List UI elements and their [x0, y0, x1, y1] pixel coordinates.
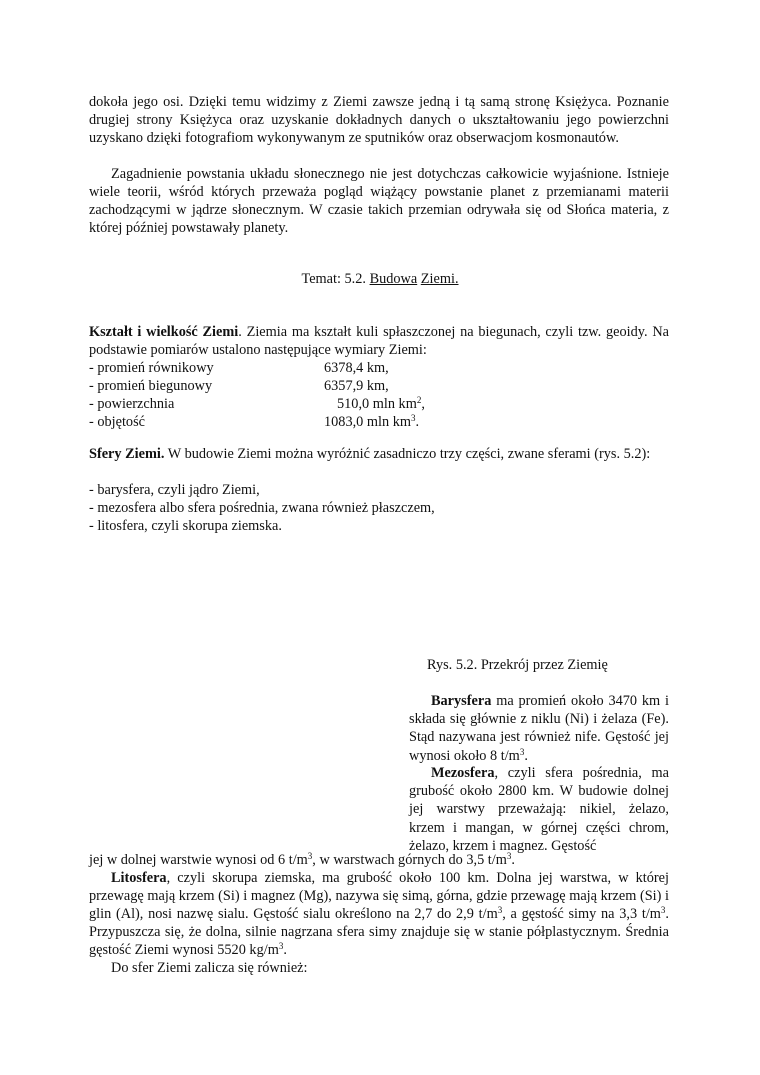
final-paragraph: Do sfer Ziemi zalicza się również:	[111, 960, 308, 976]
dimension-label: - promień biegunowy	[89, 378, 213, 394]
mezosfera-term: Mezosfera	[431, 765, 495, 781]
dimension-label: - powierzchnia	[89, 396, 175, 412]
dimension-row	[89, 413, 669, 431]
list-item: - mezosfera albo sfera pośrednia, zwana również płaszczem,	[89, 500, 435, 516]
shape-paragraph	[89, 323, 669, 359]
dimensions-list	[89, 359, 669, 431]
barysfera-term: Barysfera	[431, 693, 492, 709]
shape-text: . Ziemia ma kształt kuli spłaszczonej na biegunach, czyli tzw. geoidy. Na podstawie pomiarów ustalono następujące wymiary Ziemi:	[89, 324, 669, 358]
dimension-row	[89, 395, 669, 413]
shape-heading: Kształt i wielkość Ziemi	[89, 324, 239, 340]
litosfera-term: Litosfera	[111, 870, 167, 886]
dimension-row	[89, 359, 669, 377]
dimension-label: - promień równikowy	[89, 360, 214, 376]
dimension-row	[89, 377, 669, 395]
intro-paragraph-2: Zagadnienie powstania układu słonecznego nie jest dotychczas całkowicie wyjaśnione. Istnieje wiele teorii, wśród których przeważa pogląd wiążący powstanie planet z przemianami materii zachodzącymi w jądrze słonecznym. W czasie takich przemian odrywała się od Słońca materia, z której później powstawały planety.	[89, 166, 669, 236]
spheres-text: W budowie Ziemi można wyróżnić zasadniczo trzy części, zwane sferami (rys. 5.2):	[164, 446, 651, 462]
topic-word-ziemi: Ziemi.	[420, 271, 459, 287]
dimension-value: 6357,9 km,	[324, 378, 389, 394]
topic-prefix: Temat: 5.2.	[301, 271, 370, 287]
spheres-list	[89, 481, 669, 535]
dimension-value: 510,0 mln $km^2$,	[337, 395, 425, 412]
litosfera-paragraph: Litosfera, czyli skorupa ziemska, ma grubość około 100 km. Dolna jej warstwa, w której przewagę mają krzem (Si) i magnez (Mg), nazywa się simą, górna, gdzie przewagę mają krzem (Si) i glin (Al), nosi nazwę sialu. Gęstość sialu określono na 2,7 do 2,9 $t/m^3$, a gęstość simy na 3,3 $t/m^3$. Przypuszcza się, że dolna, silnie nagrzana sfera simy znajduje się w stanie półplastycznym. Średnia gęstość Ziemi wynosi 5520 $kg/m^3$.	[89, 870, 669, 958]
dimension-value: 1083,0 mln $km^3$.	[324, 413, 420, 430]
barysfera-paragraph: Barysfera ma promień około 3470 km i składa się głównie z niklu (Ni) i żelaza (Fe). Stąd nazywana jest również nife. Gęstość jej wynosi około 8 $t/m^3$.	[409, 693, 669, 764]
figure-caption: Rys. 5.2. Przekrój przez Ziemię	[427, 657, 608, 673]
spheres-paragraph	[89, 445, 669, 463]
dimension-value: 6378,4 km,	[324, 360, 389, 376]
list-item: - barysfera, czyli jądro Ziemi,	[89, 482, 260, 498]
intro-paragraph-1: dokoła jego osi. Dzięki temu widzimy z Ziemi zawsze jedną i tą samą stronę Księżyca. Poznanie drugiej strony Księżyca oraz uzyskanie dokładnych danych o ukształtowaniu jego powierzchni uzyskano dzięki fotografiom wykonywanym ze sputników oraz obserwacjom kosmonautów.	[89, 94, 669, 146]
spheres-heading: Sfery Ziemi.	[89, 446, 165, 462]
topic-title	[0, 270, 760, 288]
figure-area	[89, 545, 389, 835]
dimension-label: - objętość	[89, 414, 145, 430]
mezosfera-continuation: jej w dolnej warstwie wynosi od 6 $t/m^3$, w warstwach górnych do 3,5 $t/m^3$.	[89, 851, 515, 868]
list-item: - litosfera, czyli skorupa ziemska.	[89, 518, 282, 534]
mezosfera-paragraph: Mezosfera, czyli sfera pośrednia, ma grubość około 2800 km. W budowie dolnej jej warstwy przeważają: nikiel, żelazo, krzem i mangan, w górnej części chrom, żelazo, krzem i magnez. Gęstość	[409, 765, 669, 854]
topic-word-budowa: Budowa	[369, 271, 418, 287]
